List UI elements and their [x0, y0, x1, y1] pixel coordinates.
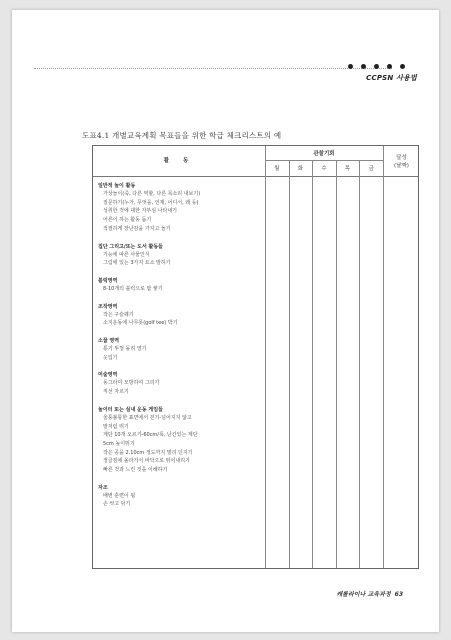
activity-item: 가상놀이(죽, 다른 역할, 다른 목소리 내보기) [103, 191, 201, 197]
achieved-header-line: 달성 [396, 155, 407, 161]
activity-item: 어른이 하는 활동 돕기 [103, 217, 152, 224]
document-page [12, 10, 439, 632]
activity-category [98, 277, 263, 294]
activity-item: 소지운동에 나무못(golf tee) 박기 [103, 320, 178, 327]
activity-item: 성취한 것에 대한 자부심 나타내기 [103, 208, 177, 215]
running-header-title: CCPSN 사용법 [366, 74, 417, 82]
activity-item: 동그라미 모방하여 그리기 [103, 380, 160, 387]
page-number: 63 [394, 591, 403, 598]
activity-list [98, 182, 263, 518]
achieved-header-line: (날짜) [394, 163, 409, 169]
activity-item: 옷입기 [103, 354, 118, 361]
header-row-divider [93, 176, 418, 177]
category-title: 집단 그리고/또는 도서 활동들 [98, 243, 164, 250]
footer-book-title: 캐롤라이나 교육과정 [336, 591, 391, 598]
activity-category [98, 484, 263, 509]
column-divider [265, 146, 266, 568]
achieved-date-column-header [383, 154, 420, 170]
category-title: 자조 [98, 484, 108, 491]
checklist-table [92, 145, 419, 569]
activity-item: 작은 공을 2.10cm 정도까지 멀리 던지기 [103, 449, 193, 456]
activity-item: 작은 구슬꿰기 [103, 311, 134, 318]
activity-item: 말처럼 뛰기 [103, 423, 129, 430]
header-dots-decoration [348, 61, 418, 73]
category-title: 놀이터 또는 실내 운동 게임들 [98, 406, 163, 413]
category-title: 조작영역 [98, 303, 118, 310]
category-title: 블럭영역 [98, 277, 118, 284]
observation-subheader-divider [265, 160, 383, 161]
day-header-fri: 금 [368, 166, 374, 172]
activity-item: 배변 훈련이 됨 [103, 492, 136, 499]
activity-item: 정글짐에 올라가서 바닥으로 뛰어내리기 [103, 458, 190, 465]
day-header-thu: 목 [344, 166, 351, 172]
activity-item: 통기 뚜껑 돌려 열기 [103, 346, 147, 353]
column-divider [312, 160, 313, 568]
activity-category [98, 337, 263, 362]
activity-item: 직선 자르기 [103, 389, 129, 396]
activity-column-header: 활 동 [163, 158, 195, 164]
table-caption: 도표4.1 개별교육계획 목표들을 위한 학급 체크리스트의 예 [82, 131, 282, 140]
column-divider [336, 160, 337, 568]
activity-item: 그림에 있는 3가지 요소 말하기 [103, 260, 171, 267]
activity-item: 8-10개의 블럭으로 탑 쌓기 [103, 285, 163, 292]
activity-item: 기능에 따른 사물인식 [103, 251, 150, 258]
page-footer [336, 589, 403, 598]
activity-category [98, 303, 263, 328]
category-title: 미술영역 [98, 372, 118, 379]
day-header-mon: 월 [274, 166, 280, 172]
activity-item: 5cm 높이뛰기 [103, 440, 135, 447]
header-divider [34, 68, 392, 69]
column-divider [289, 160, 290, 568]
activity-item: 손 씻고 닦기 [103, 501, 131, 508]
column-divider [359, 160, 360, 568]
day-header-wed: 수 [321, 166, 327, 172]
activity-item: 적절하게 장난감을 가지고 놀기 [103, 225, 171, 232]
activity-item: 빠른 것과 느린 것을 이해하기 [103, 467, 168, 474]
day-header-tue: 화 [297, 166, 304, 172]
category-title: 소꿉 영역 [98, 338, 120, 345]
observation-column-header: 관찰기회 [313, 151, 335, 157]
activity-item: 울퉁불퉁한 표면에서 걷기-넘어지지 않고 [103, 414, 192, 421]
activity-category [98, 406, 263, 475]
category-title: 일반적 놀이 활동 [98, 183, 136, 189]
activity-item: 계단 10개 오르기-60cm/폭, 난간있는 계단 [103, 432, 198, 439]
activity-category [98, 182, 263, 234]
activity-category [98, 371, 263, 396]
activity-category [98, 243, 263, 268]
activity-item: 질문하기(누가, 무엇을, 언제, 어디서, 왜 등) [103, 199, 199, 206]
column-divider [383, 146, 384, 568]
